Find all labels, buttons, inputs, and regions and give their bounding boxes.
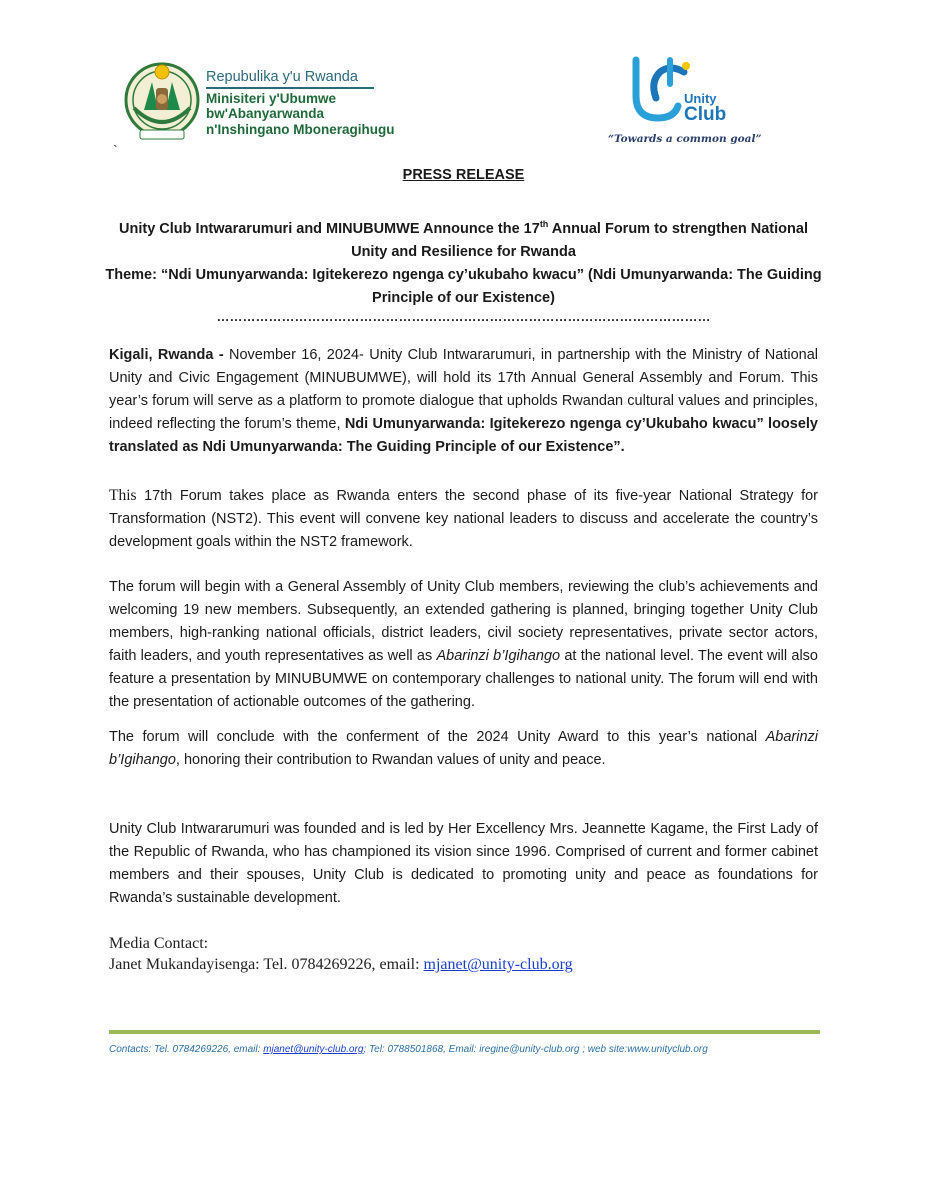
ministry-text (206, 68, 422, 137)
paragraph-1 (109, 344, 818, 459)
ministry-logo (122, 50, 422, 150)
paragraph-4-italic: Abarinzi b’Igihango (109, 729, 818, 768)
paragraph-4 (109, 726, 818, 772)
paragraph-3-italic: Abarinzi b’Igihango (436, 648, 561, 664)
paragraph-2-text: 17th Forum takes place as Rwanda enters the second phase of its five-year National Strategy for Transformation (NST2). This event will convene key national leaders to discuss and accelerate the country’s development goals within the NST2 framework. (109, 488, 818, 550)
footer-text-pre: Contacts: Tel. 0784269226, email: (109, 1044, 264, 1055)
ministry-name-line2: n'Inshingano Mboneragihugu (206, 121, 395, 137)
footer-contacts (109, 1044, 708, 1055)
footer-email-link[interactable]: mjanet@unity-club.org (263, 1044, 364, 1055)
paragraph-4-text-a: The forum will conclude with the conferment of the 2024 Unity Award to this year’s national (109, 729, 766, 745)
rwanda-coat-of-arms-icon (122, 50, 202, 148)
headline-theme: Theme: “Ndi Umunyarwanda: Igitekerezo ngenga cy’ukubaho kwacu” (Ndi Umunyarwanda: The Guiding Principle of our Existence) (105, 266, 822, 306)
unity-club-name (684, 92, 726, 124)
footer-text-post: ; Tel: 0788501868, Email: iregine@unity-club.org ; web site:www.unityclub.org (363, 1044, 708, 1055)
press-release-title: PRESS RELEASE (402, 167, 525, 183)
headline-part-b: Annual Forum to strengthen National Unity and Resilience for Rwanda (351, 220, 808, 260)
paragraph-3 (109, 576, 818, 714)
paragraph-1-theme: Ndi Umunyarwanda: Igitekerezo ngenga cy’Ukubaho kwacu” loosely translated as Ndi Umunyarwanda: The Guiding Principle of our Existence”. (109, 416, 818, 455)
ministry-name-line1: Minisiteri y'Ubumwe bw'Abanyarwanda (206, 90, 336, 122)
dateline: Kigali, Rwanda - (109, 347, 230, 363)
paragraph-3-text-a: The forum will begin with a General Assembly of Unity Club members, reviewing the club’s achievements and welcoming 19 new members. Subsequently, an extended gathering is planned, bringing together Unity Club members, high-ranking national officials, district leaders, civil society representatives, private sector actors, faith leaders, and youth representatives as well as (109, 579, 818, 664)
headline-sup: th (539, 219, 549, 229)
headline-part-a: Unity Club Intwararumuri and MINUBUMWE Announce the 17 (119, 220, 540, 237)
paragraph-1-text: November 16, 2024- Unity Club Intwararumuri, in partnership with the Ministry of National Unity and Civic Engagement (MINUBUMWE), will hold its 17th Annual General Assembly and Forum. This year’s forum will serve as a platform to promote dialogue that upholds Rwandan cultural values and principles, indeed reflecting the forum’s theme, (109, 347, 819, 432)
stray-backtick: ` (113, 142, 118, 158)
unity-club-slogan: “Towards a common goal” (608, 133, 762, 145)
unity-club-logo (598, 54, 768, 154)
paragraph-5 (109, 818, 818, 910)
paragraph-3-text-b: at the national level. The event will also feature a presentation by MINUBUMWE on contemporary challenges to national unity. The forum will end with the presentation of actionable outcomes of the gathering. (109, 648, 818, 710)
media-contact (109, 933, 573, 975)
dotted-separator: …………………………………………………………………………………………………… (216, 309, 711, 324)
media-contact-text: Janet Mukandayisenga: Tel. 0784269226, email: (109, 956, 424, 973)
media-contact-line (109, 954, 573, 975)
paragraph-2-start: This (109, 487, 137, 504)
club-word: Club (684, 104, 727, 125)
paragraph-4-text-b: , honoring their contribution to Rwandan values of unity and peace. (175, 752, 606, 768)
footer-rule (109, 1030, 820, 1034)
unity-word: Unity (684, 91, 717, 106)
headline (100, 213, 827, 310)
media-contact-label: Media Contact: (109, 935, 209, 952)
paragraph-2 (109, 484, 818, 554)
republic-label: Repubulika y'u Rwanda (206, 69, 374, 89)
media-contact-email-link[interactable]: mjanet@unity-club.org (423, 956, 573, 973)
paragraph-5-text: Unity Club Intwararumuri was founded and is led by Her Excellency Mrs. Jeannette Kagame, the First Lady of the Republic of Rwanda, who has championed its vision since 1996. Comprised of current and former cabinet members and their spouses, Unity Club is dedicated to promoting unity and peace as foundations for Rwanda’s sustainable development. (109, 821, 818, 906)
